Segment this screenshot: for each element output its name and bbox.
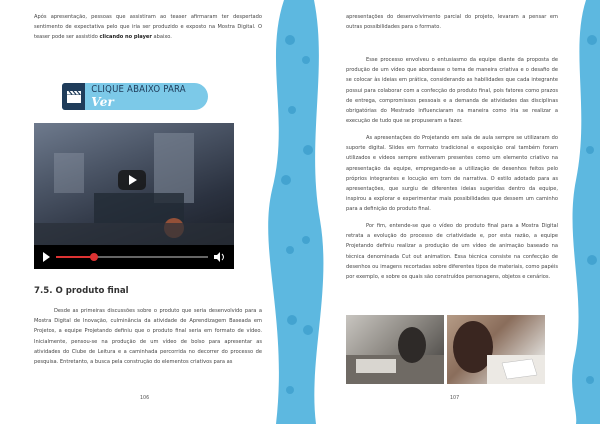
photo-team-member-editing — [346, 315, 444, 384]
body-paragraph: Desde as primeiras discussões sobre o produto que seria desenvolvido para a Mostra Digital de Inovação, culminância da atividade de Aprendizagem Baseada em Projetos, a equipe Projetando definiu que o produto final seria em formato de vídeo. Inicialmente, pensou-se na produção de um vídeo de bolso para apresentar as atividades do Clube de Leitura e a caminhada percorrida no decorrer do processo de pesquisa. Entretanto, a busca pela construção do elementos criativos para as — [34, 308, 262, 366]
decorative-wave-right-inner — [300, 0, 334, 424]
photo-team-member-drawing — [447, 315, 545, 384]
player-link-text: clicando no player — [99, 34, 152, 41]
progress-handle[interactable] — [90, 253, 98, 261]
right-paragraph-1: apresentações do desenvolvimento parcial do projeto, levaram a pensar em outras possibilidades para o formato. — [346, 14, 558, 31]
right-page — [300, 0, 600, 424]
video-controls — [34, 245, 234, 269]
volume-icon[interactable] — [214, 252, 226, 262]
play-icon[interactable] — [43, 252, 50, 262]
right-paragraph-2: Esse processo envolveu o entusiasmo da equipe diante da proposta de produção de um vídeo que abordasse o tema de maneira criativa e o desafio de se colocar às ideias em prática, considerando as habilidades que cada integrante possui para colaborar com a confecção do produto final, pois fatores como prazos de entrega, compromissos pessoais e a demanda de atividades das disciplinas obrigatórias do Mestrado influenciaram na maneira como iria se realizar a execução de tudo que se propuseram a fazer. — [346, 57, 558, 125]
intro-paragraph: Após apresentação, pessoas que assistiram ao teaser afirmaram ter despertado sentimento de expectativa pelo que iria ser produzido e exposto na Mostra Digital. O teaser pode ser assistido clicando no player abaixo. — [34, 14, 262, 41]
watch-video-label: CLIQUE ABAIXO PARA Ver — [91, 84, 186, 109]
page-number-right: 107 — [450, 396, 460, 401]
right-paragraph-3: As apresentações do Projetando em sala de aula sempre se utilizaram do suporte digital. Slides em formato tradicional e exposição oral também foram utilizados e vídeos sempre estiveram presentes como um elemento criativo na apresentação da equipe, empregando-se a utilização de desenhos feitos pelo próprios integrantes e locução em tom de narrativa. O estilo adotado para as apresentações, que surgiu de diferentes ideias sugeridas dentro da equipe, inspirou a explorar e experimentar mais possibilidades que dessem um caminho para a definição do produto final. — [346, 135, 558, 213]
watch-video-accent: Ver — [91, 95, 115, 109]
progress-fill — [56, 256, 94, 258]
decorative-wave-right-outer — [560, 0, 600, 424]
page-number-left: 106 — [140, 396, 150, 401]
progress-bar[interactable] — [56, 256, 208, 258]
video-thumbnail — [34, 123, 234, 245]
section-title: 7.5. O produto final — [34, 286, 129, 296]
watch-video-button[interactable] — [62, 83, 208, 110]
right-paragraph-4: Por fim, entende-se que o vídeo do produto final para a Mostra Digital retrata a evolução do processo de criatividade e, por esta razão, a equipe Projetando definiu realizar a produção de um vídeo de animação baseado na técnica denominada Cut out animation. Essa técnica consiste na confecção de desenhos ou imagens recortadas sobre diferentes tipos de materiais, como papéis por exemplo, e sobre os quais são construídos personagens, objetos e cenários. — [346, 223, 558, 281]
play-overlay-button[interactable] — [118, 170, 146, 190]
video-player[interactable] — [34, 123, 234, 269]
clapperboard-icon — [62, 83, 85, 110]
